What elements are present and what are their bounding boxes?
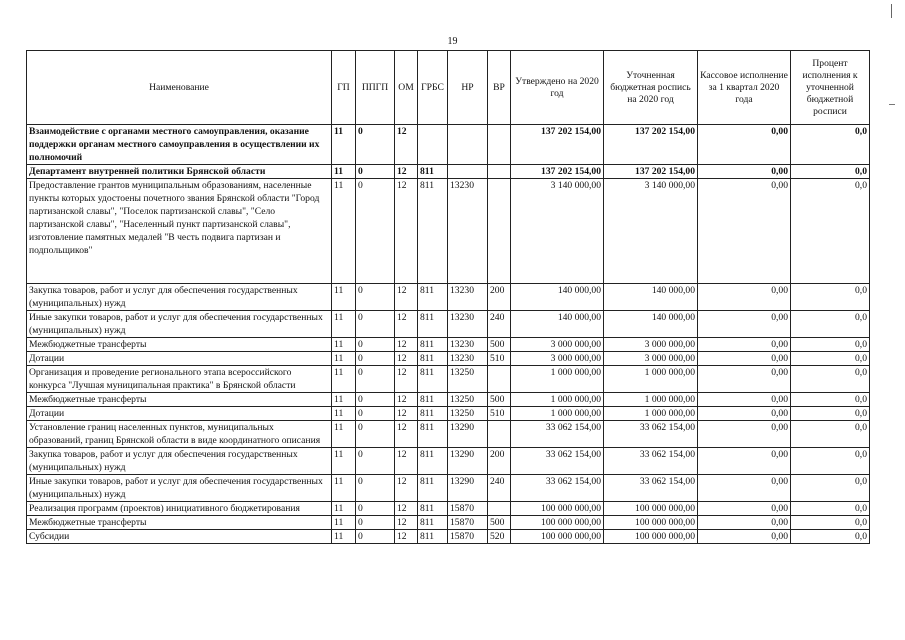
vr-cell [488,165,511,179]
om-cell: 12 [395,352,418,366]
grbs-cell: 811 [418,338,448,352]
approved-cell: 33 062 154,00 [511,421,604,448]
gp-cell: 11 [332,516,356,530]
cash-cell: 0,00 [698,125,791,165]
refined-cell: 140 000,00 [604,311,698,338]
approved-cell: 100 000 000,00 [511,530,604,544]
name-cell: Иные закупки товаров, работ и услуг для обеспечения государственных (муниципальных) нужд [27,311,332,338]
ppgp-cell: 0 [356,125,395,165]
nr-cell: 13230 [448,352,488,366]
nr-cell [448,125,488,165]
refined-cell: 100 000 000,00 [604,516,698,530]
approved-cell: 3 000 000,00 [511,338,604,352]
name-cell: Организация и проведение регионального этапа всероссийского конкурса "Лучшая муниципальная практика" в Брянской области [27,366,332,393]
vr-cell [488,179,511,284]
percent-cell: 0,0 [791,530,870,544]
vr-cell: 240 [488,311,511,338]
header-percent: Процент исполнения к уточненной бюджетной росписи [791,51,870,125]
gp-cell: 11 [332,125,356,165]
nr-cell: 13290 [448,475,488,502]
gp-cell: 11 [332,284,356,311]
gp-cell: 11 [332,165,356,179]
name-cell: Дотации [27,407,332,421]
cash-cell: 0,00 [698,502,791,516]
ppgp-cell: 0 [356,421,395,448]
refined-cell: 1 000 000,00 [604,393,698,407]
name-cell: Иные закупки товаров, работ и услуг для обеспечения государственных (муниципальных) нужд [27,475,332,502]
nr-cell [448,165,488,179]
vr-cell [488,366,511,393]
table-row [27,284,870,311]
table-row [27,475,870,502]
om-cell: 12 [395,366,418,393]
percent-cell: 0,0 [791,393,870,407]
table-row [27,393,870,407]
nr-cell: 13250 [448,393,488,407]
ppgp-cell: 0 [356,284,395,311]
grbs-cell: 811 [418,516,448,530]
row-spacer [29,257,329,283]
name-cell: Межбюджетные трансферты [27,338,332,352]
percent-cell: 0,0 [791,502,870,516]
percent-cell: 0,0 [791,311,870,338]
table-row [27,125,870,165]
name-cell: Реализация программ (проектов) инициативного бюджетирования [27,502,332,516]
vr-cell: 240 [488,475,511,502]
ppgp-cell: 0 [356,516,395,530]
cash-cell: 0,00 [698,284,791,311]
name-cell: Дотации [27,352,332,366]
ppgp-cell: 0 [356,502,395,516]
percent-cell: 0,0 [791,125,870,165]
approved-cell: 3 140 000,00 [511,179,604,284]
nr-cell: 13230 [448,284,488,311]
refined-cell: 100 000 000,00 [604,530,698,544]
approved-cell: 140 000,00 [511,311,604,338]
refined-cell: 1 000 000,00 [604,366,698,393]
om-cell: 12 [395,284,418,311]
grbs-cell: 811 [418,393,448,407]
cash-cell: 0,00 [698,338,791,352]
refined-cell: 100 000 000,00 [604,502,698,516]
grbs-cell: 811 [418,421,448,448]
name-cell: Установление границ населенных пунктов, муниципальных образований, границ Брянской области в виде координатного описания [27,421,332,448]
table-row [27,530,870,544]
vr-cell: 510 [488,407,511,421]
approved-cell: 100 000 000,00 [511,502,604,516]
header-om: ОМ [395,51,418,125]
nr-cell: 15870 [448,530,488,544]
nr-cell: 15870 [448,502,488,516]
approved-cell: 1 000 000,00 [511,366,604,393]
refined-cell: 33 062 154,00 [604,421,698,448]
table-row [27,338,870,352]
om-cell: 12 [395,421,418,448]
grbs-cell [418,125,448,165]
vr-cell: 500 [488,393,511,407]
refined-cell: 3 140 000,00 [604,179,698,284]
approved-cell: 100 000 000,00 [511,516,604,530]
gp-cell: 11 [332,179,356,284]
cash-cell: 0,00 [698,475,791,502]
nr-cell: 13230 [448,311,488,338]
grbs-cell: 811 [418,502,448,516]
cash-cell: 0,00 [698,530,791,544]
refined-cell: 33 062 154,00 [604,475,698,502]
table-row [27,502,870,516]
approved-cell: 1 000 000,00 [511,407,604,421]
header-ppgp: ППГП [356,51,395,125]
vr-cell: 200 [488,448,511,475]
nr-cell: 13290 [448,421,488,448]
percent-cell: 0,0 [791,448,870,475]
cash-cell: 0,00 [698,311,791,338]
table-row [27,516,870,530]
header-grbs: ГРБС [418,51,448,125]
grbs-cell: 811 [418,448,448,475]
grbs-cell: 811 [418,179,448,284]
refined-cell: 140 000,00 [604,284,698,311]
approved-cell: 33 062 154,00 [511,475,604,502]
approved-cell: 1 000 000,00 [511,393,604,407]
om-cell: 12 [395,407,418,421]
percent-cell: 0,0 [791,421,870,448]
grbs-cell: 811 [418,366,448,393]
percent-cell: 0,0 [791,284,870,311]
om-cell: 12 [395,448,418,475]
ppgp-cell: 0 [356,407,395,421]
ppgp-cell: 0 [356,393,395,407]
name-cell: Межбюджетные трансферты [27,516,332,530]
approved-cell: 137 202 154,00 [511,165,604,179]
name-cell: Департамент внутренней политики Брянской области [27,165,332,179]
ppgp-cell: 0 [356,179,395,284]
name-cell: Субсидии [27,530,332,544]
percent-cell: 0,0 [791,407,870,421]
cash-cell: 0,00 [698,352,791,366]
percent-cell: 0,0 [791,475,870,502]
ppgp-cell: 0 [356,530,395,544]
vr-cell [488,125,511,165]
vr-cell [488,502,511,516]
cash-cell: 0,00 [698,165,791,179]
cash-cell: 0,00 [698,407,791,421]
nr-cell: 13250 [448,366,488,393]
percent-cell: 0,0 [791,366,870,393]
scan-edge-dash [889,104,895,105]
om-cell: 12 [395,311,418,338]
grbs-cell: 811 [418,530,448,544]
gp-cell: 11 [332,421,356,448]
grbs-cell: 811 [418,475,448,502]
refined-cell: 3 000 000,00 [604,352,698,366]
cash-cell: 0,00 [698,393,791,407]
om-cell: 12 [395,179,418,284]
nr-cell: 13250 [448,407,488,421]
table-row [27,165,870,179]
ppgp-cell: 0 [356,311,395,338]
gp-cell: 11 [332,475,356,502]
grbs-cell: 811 [418,284,448,311]
header-gp: ГП [332,51,356,125]
header-refined: Уточненная бюджетная роспись на 2020 год [604,51,698,125]
gp-cell: 11 [332,393,356,407]
nr-cell: 13290 [448,448,488,475]
table-row [27,366,870,393]
vr-cell: 510 [488,352,511,366]
grbs-cell: 811 [418,407,448,421]
om-cell: 12 [395,530,418,544]
cash-cell: 0,00 [698,366,791,393]
vr-cell: 200 [488,284,511,311]
header-vr: ВР [488,51,511,125]
om-cell: 12 [395,338,418,352]
ppgp-cell: 0 [356,475,395,502]
table-body [27,125,870,544]
nr-cell: 13230 [448,179,488,284]
percent-cell: 0,0 [791,179,870,284]
om-cell: 12 [395,125,418,165]
scan-edge-mark [891,4,892,18]
table-row [27,448,870,475]
vr-cell [488,421,511,448]
percent-cell: 0,0 [791,352,870,366]
vr-cell: 520 [488,530,511,544]
ppgp-cell: 0 [356,338,395,352]
ppgp-cell: 0 [356,448,395,475]
table-row [27,352,870,366]
gp-cell: 11 [332,366,356,393]
cash-cell: 0,00 [698,421,791,448]
nr-cell: 13230 [448,338,488,352]
cash-cell: 0,00 [698,516,791,530]
name-cell: Межбюджетные трансферты [27,393,332,407]
vr-cell: 500 [488,338,511,352]
ppgp-cell: 0 [356,165,395,179]
header-name: Наименование [27,51,332,125]
percent-cell: 0,0 [791,165,870,179]
header-approved: Утверждено на 2020 год [511,51,604,125]
ppgp-cell: 0 [356,366,395,393]
approved-cell: 33 062 154,00 [511,448,604,475]
grbs-cell: 811 [418,311,448,338]
header-cash: Кассовое исполнение за 1 квартал 2020 года [698,51,791,125]
table-row [27,421,870,448]
refined-cell: 1 000 000,00 [604,407,698,421]
refined-cell: 33 062 154,00 [604,448,698,475]
name-cell: Предоставление грантов муниципальным образованиям, населенные пункты которых удостоены почетного звания Брянской области "Город партизанской славы", "Поселок партизанской славы", "Село партизанской славы", "Населенный пункт партизанской славы", изготовление памятных медалей "В честь подвига партизан и подпольщиков" [27,179,332,284]
gp-cell: 11 [332,407,356,421]
gp-cell: 11 [332,311,356,338]
gp-cell: 11 [332,502,356,516]
percent-cell: 0,0 [791,516,870,530]
name-cell: Закупка товаров, работ и услуг для обеспечения государственных (муниципальных) нужд [27,284,332,311]
table-header [27,51,870,125]
om-cell: 12 [395,165,418,179]
cash-cell: 0,00 [698,448,791,475]
page-number: 19 [447,36,458,47]
approved-cell: 137 202 154,00 [511,125,604,165]
om-cell: 12 [395,516,418,530]
ppgp-cell: 0 [356,352,395,366]
percent-cell: 0,0 [791,338,870,352]
gp-cell: 11 [332,338,356,352]
refined-cell: 3 000 000,00 [604,338,698,352]
om-cell: 12 [395,393,418,407]
approved-cell: 140 000,00 [511,284,604,311]
nr-cell: 15870 [448,516,488,530]
header-nr: НР [448,51,488,125]
om-cell: 12 [395,475,418,502]
budget-table [26,50,870,544]
table-row [27,311,870,338]
gp-cell: 11 [332,530,356,544]
name-cell: Взаимодействие с органами местного самоуправления, оказание поддержки органам местного самоуправления в осуществлении их полномочий [27,125,332,165]
name-cell: Закупка товаров, работ и услуг для обеспечения государственных (муниципальных) нужд [27,448,332,475]
cash-cell: 0,00 [698,179,791,284]
grbs-cell: 811 [418,352,448,366]
approved-cell: 3 000 000,00 [511,352,604,366]
refined-cell: 137 202 154,00 [604,125,698,165]
table-row [27,179,870,284]
vr-cell: 500 [488,516,511,530]
grbs-cell: 811 [418,165,448,179]
om-cell: 12 [395,502,418,516]
refined-cell: 137 202 154,00 [604,165,698,179]
table-row [27,407,870,421]
gp-cell: 11 [332,448,356,475]
gp-cell: 11 [332,352,356,366]
